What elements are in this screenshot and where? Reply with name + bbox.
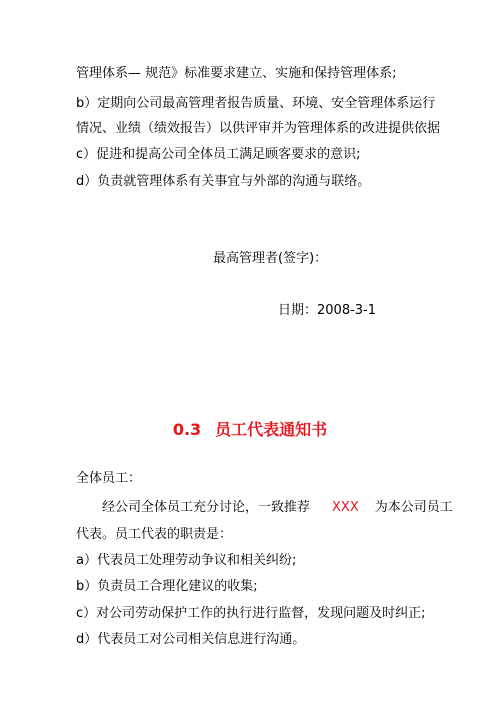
- notice-body-line2: 代表。员工代表的职责是：: [76, 527, 233, 542]
- body-before: 经公司全体员工充分讨论，一致推荐: [102, 500, 311, 515]
- duty-d: d）负责就管理体系有关事宜与外部的沟通与联络。: [76, 174, 371, 189]
- signature-date: 日期：2008-3-1: [278, 303, 377, 318]
- duty-list-item: d）代表员工对公司相关信息进行沟通。: [76, 632, 306, 647]
- duty-list-item: c）对公司劳动保护工作的执行进行监督，发现问题及时纠正;: [76, 606, 426, 621]
- duty-list-item: b）负责员工合理化建议的收集;: [76, 579, 258, 594]
- body-after: 为本公司员工: [374, 500, 453, 515]
- salutation: 全体员工：: [76, 471, 142, 486]
- heading-title: 员工代表通知书: [215, 420, 328, 439]
- duty-c: c）促进和提高公司全体员工满足顾客要求的意识;: [76, 147, 361, 162]
- duty-b-line1: b）定期向公司最高管理者报告质量、环境、安全管理体系运行: [76, 96, 436, 111]
- heading-number: 0.3: [172, 420, 202, 439]
- notice-body-line1: [102, 500, 453, 516]
- management-system-line: 管理体系— 规范》标准要求建立、实施和保持管理体系;: [76, 66, 397, 81]
- duty-list-item: a）代表员工处理劳动争议和相关纠纷;: [76, 553, 297, 568]
- duty-b-line2: 情况、业绩（绩效报告）以供评审并为管理体系的改进提供依据: [76, 121, 441, 136]
- notice-heading: [0, 417, 500, 440]
- representative-name: XXX: [332, 500, 359, 515]
- signer-label: 最高管理者(签字)：: [213, 251, 328, 266]
